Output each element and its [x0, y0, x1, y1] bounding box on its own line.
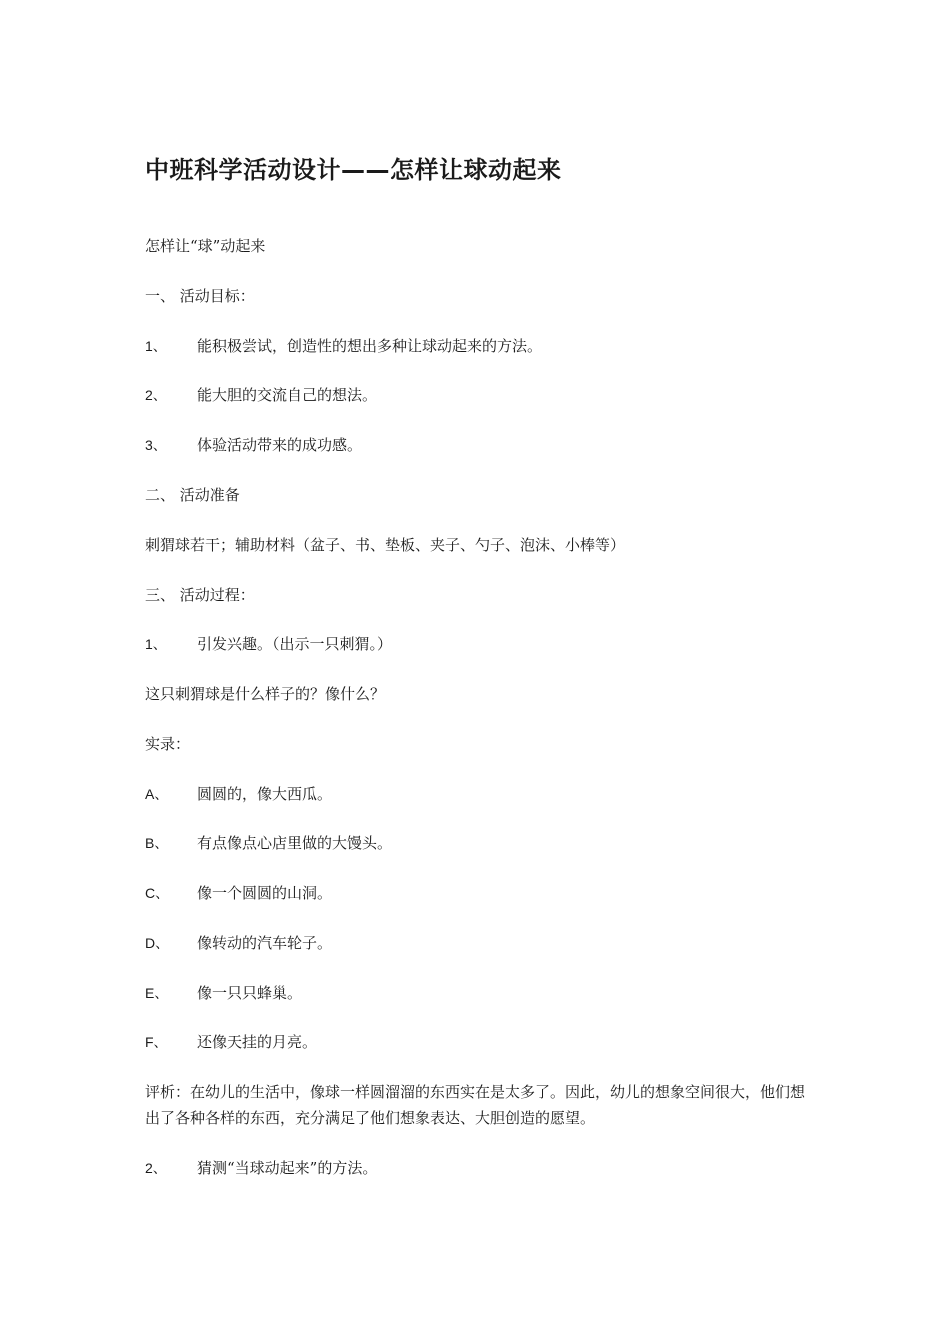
subtitle: 怎样让“球”动起来	[145, 237, 266, 255]
record-text: 像一个圆圆的山洞。	[197, 884, 333, 902]
record-letter: A、	[145, 786, 169, 802]
goal-text: 体验活动带来的成功感。	[197, 436, 363, 454]
goal-text: 能积极尝试，创造性的想出多种让球动起来的方法。	[197, 337, 543, 355]
record-item	[145, 830, 825, 856]
goal-item	[145, 382, 825, 408]
section-heading-preparation: 二、 活动准备	[145, 486, 240, 504]
goal-number: 1、	[145, 338, 167, 354]
goal-item	[145, 432, 825, 458]
record-text: 有点像点心店里做的大馒头。	[197, 834, 393, 852]
step-text: 猜测“当球动起来”的方法。	[197, 1159, 378, 1177]
materials-text: 刺猬球若干；辅助材料（盆子、书、垫板、夹子、勺子、泡沫、小棒等）	[145, 536, 626, 554]
record-letter: C、	[145, 885, 170, 901]
question-text: 这只刺猬球是什么样子的？像什么？	[145, 685, 386, 703]
record-letter: E、	[145, 985, 169, 1001]
record-text: 圆圆的，像大西瓜。	[197, 785, 333, 803]
record-text: 还像天挂的月亮。	[197, 1033, 318, 1051]
record-item	[145, 1029, 825, 1055]
step-item	[145, 631, 825, 657]
section-heading-goals: 一、 活动目标：	[145, 287, 255, 305]
goal-number: 2、	[145, 387, 167, 403]
record-item	[145, 930, 825, 956]
record-letter: D、	[145, 935, 170, 951]
document-title: 中班科学活动设计——怎样让球动起来	[145, 156, 562, 184]
step-number: 2、	[145, 1160, 167, 1176]
record-letter: B、	[145, 835, 169, 851]
goal-text: 能大胆的交流自己的想法。	[197, 386, 378, 404]
comment-paragraph: 评析：在幼儿的生活中，像球一样圆溜溜的东西实在是太多了。因此，幼儿的想象空间很大，他们想出了各种各样的东西，充分满足了他们想象表达、大胆创造的愿望。	[145, 1083, 806, 1127]
record-text: 像一只只蜂巢。	[197, 984, 303, 1002]
record-label: 实录：	[145, 735, 191, 753]
record-letter: F、	[145, 1034, 168, 1050]
record-item	[145, 781, 825, 807]
section-heading-process: 三、 活动过程：	[145, 586, 255, 604]
step-number: 1、	[145, 636, 167, 652]
record-item	[145, 980, 825, 1006]
goal-item	[145, 333, 825, 359]
step-item	[145, 1155, 825, 1181]
goal-number: 3、	[145, 437, 167, 453]
record-text: 像转动的汽车轮子。	[197, 934, 333, 952]
record-item	[145, 880, 825, 906]
step-text: 引发兴趣。（出示一只刺猬。）	[197, 635, 393, 653]
